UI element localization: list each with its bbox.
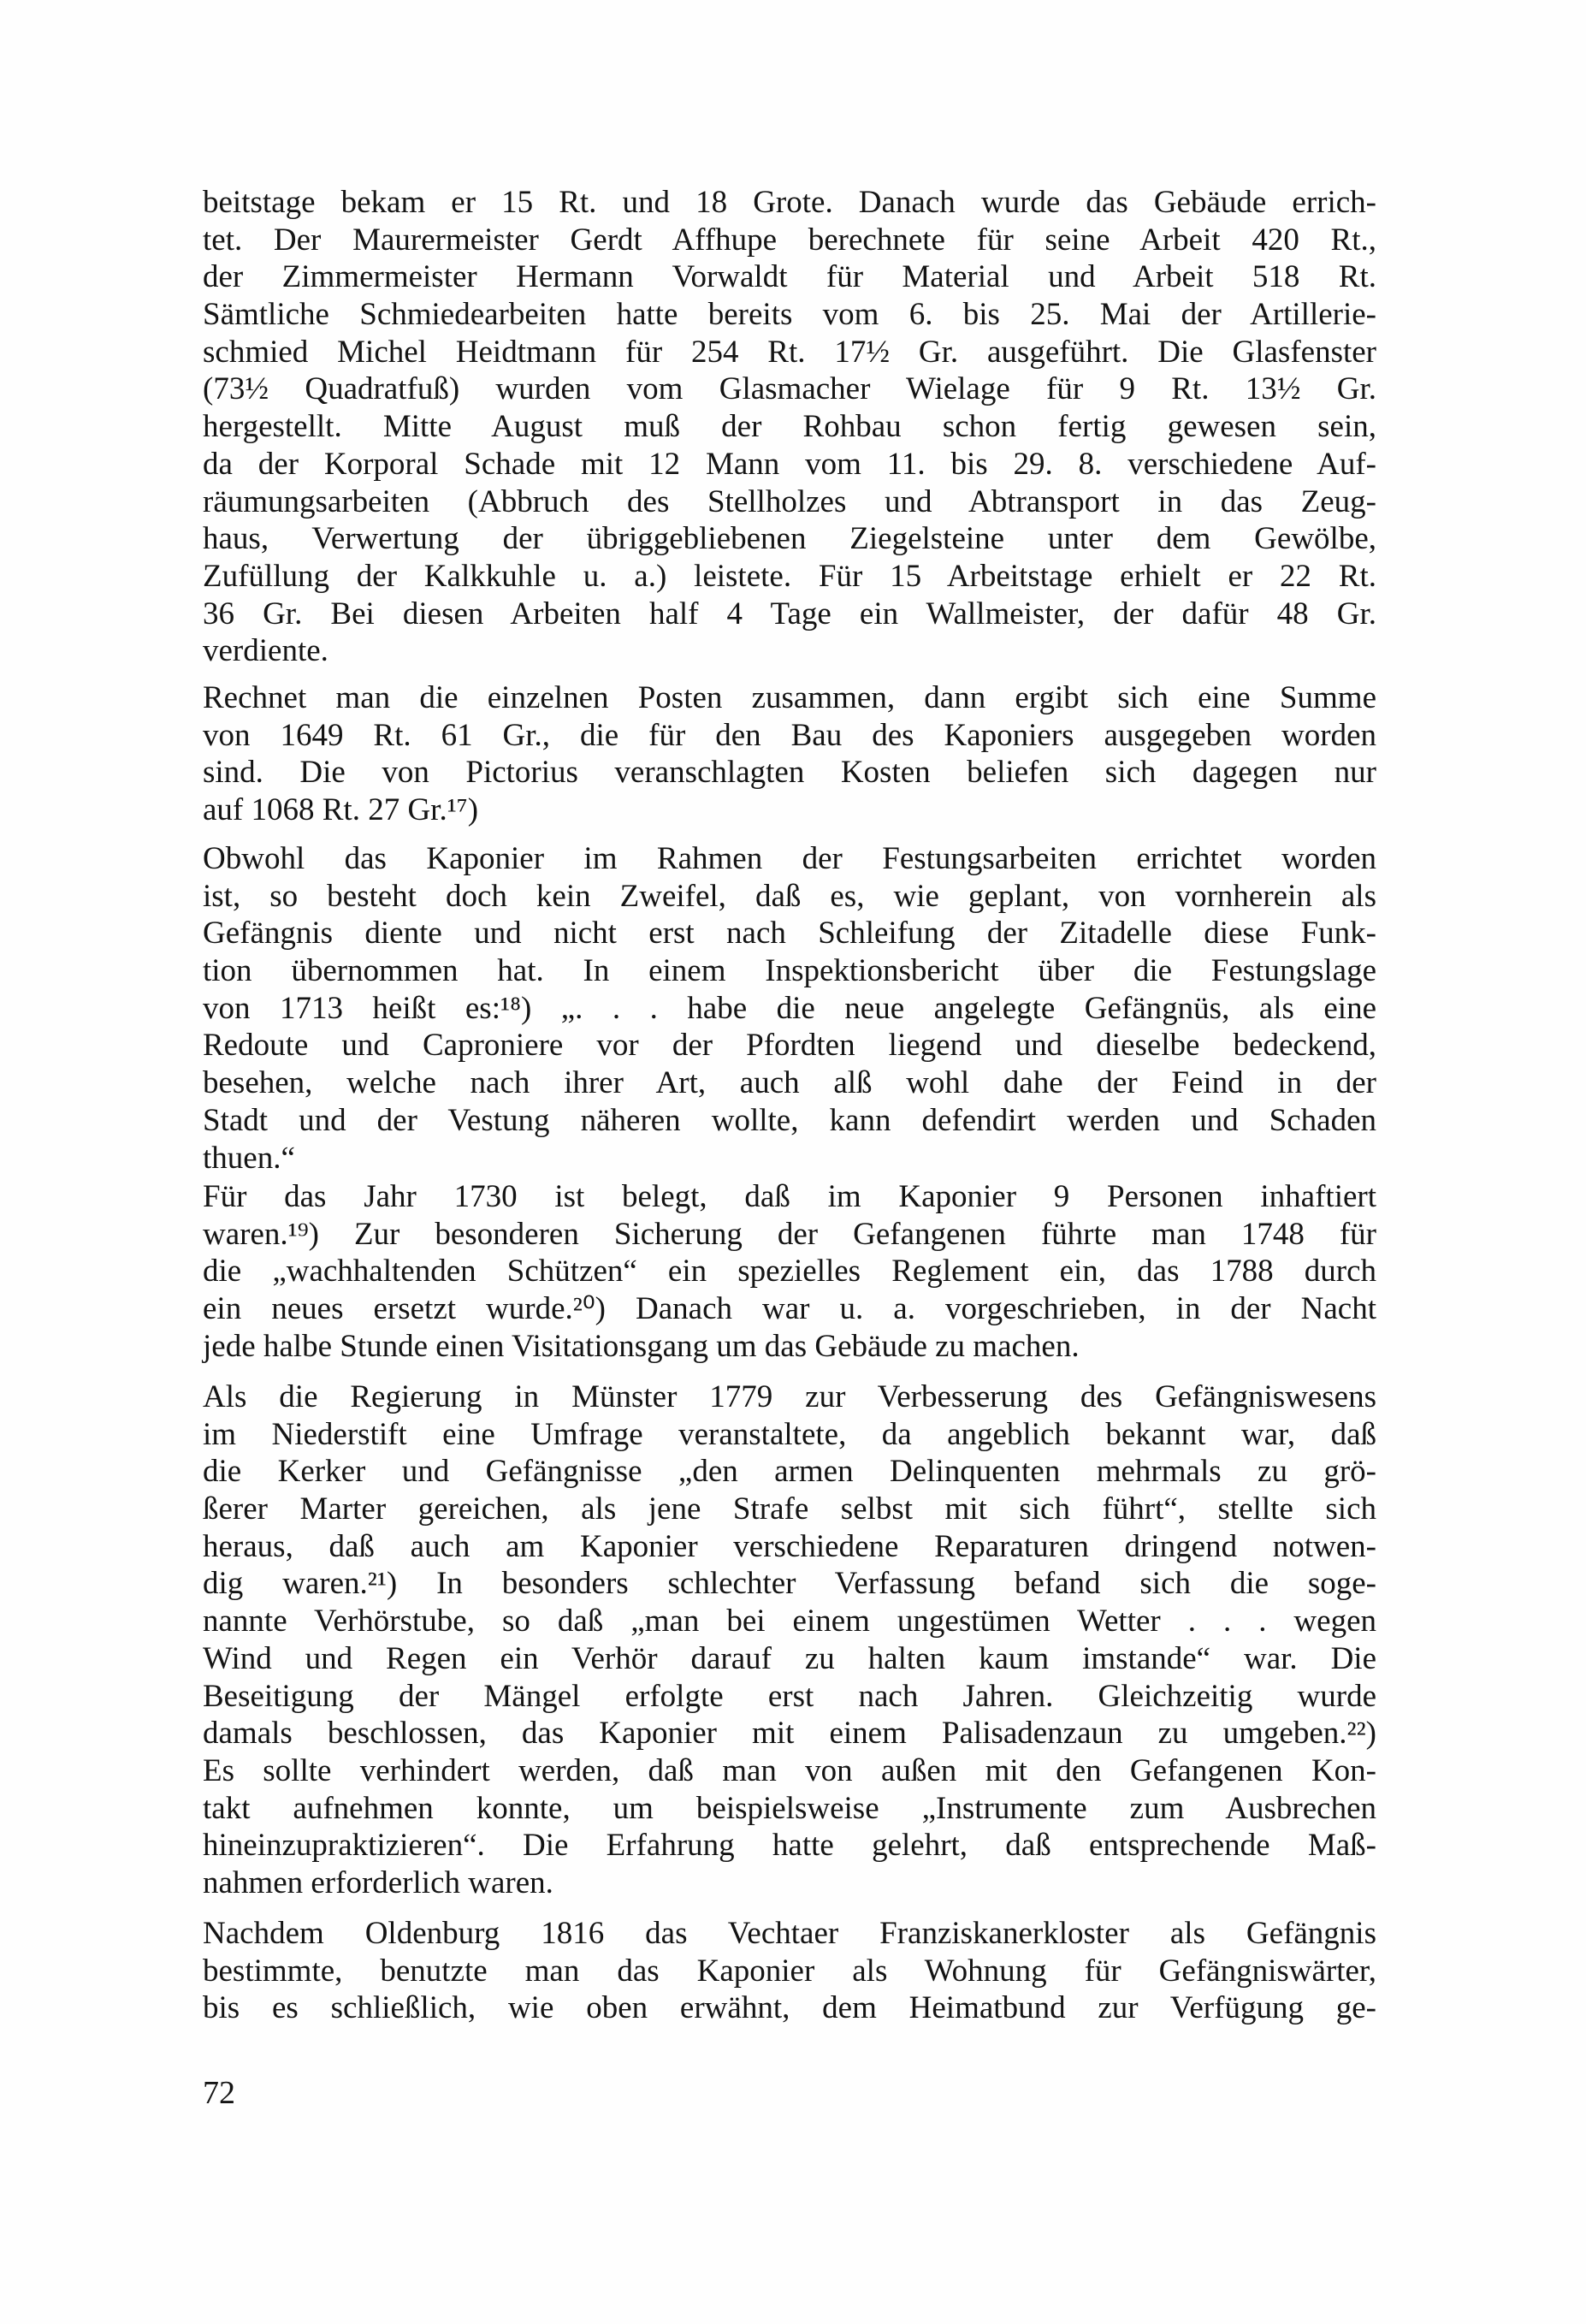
paragraph [203, 1915, 1376, 2027]
paragraph [203, 1378, 1376, 1902]
text-line: dig waren.²¹) In besonders schlechter Verfassung befand sich die soge- [203, 1566, 1376, 1602]
text-line: die Kerker und Gefängnisse „den armen Delinquenten mehrmals zu grö- [203, 1454, 1376, 1490]
text-line: hineinzupraktizieren“. Die Erfahrung hatte gelehrt, daß entsprechende Maß- [203, 1828, 1376, 1864]
text-line: von 1713 heißt es:¹⁸) „. . . habe die neue angelegte Gefängnüs, als eine [203, 990, 1376, 1026]
text-line: tion übernommen hat. In einem Inspektionsbericht über die Festungslage [203, 953, 1376, 989]
text-line: die „wachhaltenden Schützen“ ein spezielles Reglement ein, das 1788 durch [203, 1254, 1376, 1289]
paragraph [203, 1178, 1376, 1365]
text-line: thuen.“ [203, 1140, 295, 1176]
text-line: schmied Michel Heidtmann für 254 Rt. 17½ Gr. ausgeführt. Die Glasfenster [203, 334, 1376, 370]
paragraph [203, 840, 1376, 1177]
text-line: Es sollte verhindert werden, daß man von außen mit den Gefangenen Kon- [203, 1752, 1376, 1788]
text-line: räumungsarbeiten (Abbruch des Stellholzes und Abtransport in das Zeug- [203, 483, 1376, 519]
text-line: Obwohl das Kaponier im Rahmen der Festungsarbeiten errichtet worden [203, 841, 1376, 876]
text-line: nannte Verhörstube, so daß „man bei einem ungestümen Wetter . . . wegen [203, 1604, 1376, 1639]
text-line: Wind und Regen ein Verhör darauf zu halten kaum imstande“ war. Die [203, 1640, 1376, 1676]
text-line: jede halbe Stunde einen Visitationsgang um das Gebäude zu machen. [203, 1328, 1080, 1364]
text-line: Beseitigung der Mängel erfolgte erst nach Jahren. Gleichzeitig wurde [203, 1678, 1376, 1714]
text-line: heraus, daß auch am Kaponier verschiedene Reparaturen dringend notwen- [203, 1528, 1376, 1564]
text-line: (73½ Quadratfuß) wurden vom Glasmacher Wielage für 9 Rt. 13½ Gr. [203, 371, 1376, 407]
text-line: tet. Der Maurermeister Gerdt Affhupe berechnete für seine Arbeit 420 Rt., [203, 222, 1376, 258]
text-line: Sämtliche Schmiedearbeiten hatte bereits vom 6. bis 25. Mai der Artillerie- [203, 297, 1376, 333]
text-line: ßerer Marter gereichen, als jene Strafe selbst mit sich führt“, stellte sich [203, 1491, 1376, 1527]
text-line: bestimmte, benutzte man das Kaponier als Wohnung für Gefängniswärter, [203, 1953, 1376, 1989]
text-line: Zufüllung der Kalkkuhle u. a.) leistete. Für 15 Arbeitstage erhielt er 22 Rt. [203, 558, 1376, 594]
text-line: takt aufnehmen konnte, um beispielsweise „Instrumente zum Ausbrechen [203, 1790, 1376, 1826]
text-line: der Zimmermeister Hermann Vorwaldt für Material und Arbeit 518 Rt. [203, 259, 1376, 295]
text-line: hergestellt. Mitte August muß der Rohbau schon fertig gewesen sein, [203, 409, 1376, 445]
text-line: Rechnet man die einzelnen Posten zusammen, dann ergibt sich eine Summe [203, 680, 1376, 715]
text-line: ist, so besteht doch kein Zweifel, daß es, wie geplant, von vornherein als [203, 878, 1376, 914]
text-line: sind. Die von Pictorius veranschlagten Kosten beliefen sich dagegen nur [203, 755, 1376, 791]
text-line: verdiente. [203, 633, 328, 669]
text-line: Gefängnis diente und nicht erst nach Schleifung der Zitadelle diese Funk- [203, 916, 1376, 952]
text-line: von 1649 Rt. 61 Gr., die für den Bau des Kaponiers ausgegeben worden [203, 717, 1376, 753]
text-line: nahmen erforderlich waren. [203, 1865, 553, 1900]
text-line: auf 1068 Rt. 27 Gr.¹⁷) [203, 792, 479, 828]
text-line: besehen, welche nach ihrer Art, auch alß wohl dahe der Feind in der [203, 1065, 1376, 1101]
text-line: damals beschlossen, das Kaponier mit einem Palisadenzaun zu umgeben.²²) [203, 1716, 1376, 1752]
text-line: bis es schließlich, wie oben erwähnt, dem Heimatbund zur Verfügung ge- [203, 1990, 1376, 2026]
text-line: ein neues ersetzt wurde.²⁰) Danach war u. a. vorgeschrieben, in der Nacht [203, 1291, 1376, 1327]
page-number: 72 [203, 2075, 235, 2111]
text-line: waren.¹⁹) Zur besonderen Sicherung der Gefangenen führte man 1748 für [203, 1216, 1376, 1252]
paragraph [203, 184, 1376, 670]
text-line: Nachdem Oldenburg 1816 das Vechtaer Franziskanerkloster als Gefängnis [203, 1916, 1376, 1951]
text-line: im Niederstift eine Umfrage veranstaltete, da angeblich bekannt war, daß [203, 1416, 1376, 1452]
text-line: 36 Gr. Bei diesen Arbeiten half 4 Tage ein Wallmeister, der dafür 48 Gr. [203, 596, 1376, 631]
text-line: beitstage bekam er 15 Rt. und 18 Grote. Danach wurde das Gebäude errich- [203, 185, 1376, 220]
text-line: haus, Verwertung der übriggebliebenen Ziegelsteine unter dem Gewölbe, [203, 521, 1376, 557]
text-line: Redoute und Caproniere vor der Pfordten liegend und dieselbe bedeckend, [203, 1028, 1376, 1064]
text-line: Für das Jahr 1730 ist belegt, daß im Kaponier 9 Personen inhaftiert [203, 1179, 1376, 1214]
text-line: da der Korporal Schade mit 12 Mann vom 11. bis 29. 8. verschiedene Auf- [203, 446, 1376, 482]
text-line: Stadt und der Vestung näheren wollte, kann defendirt werden und Schaden [203, 1102, 1376, 1138]
paragraph [203, 679, 1376, 829]
text-line: Als die Regierung in Münster 1779 zur Verbesserung des Gefängniswesens [203, 1379, 1376, 1414]
